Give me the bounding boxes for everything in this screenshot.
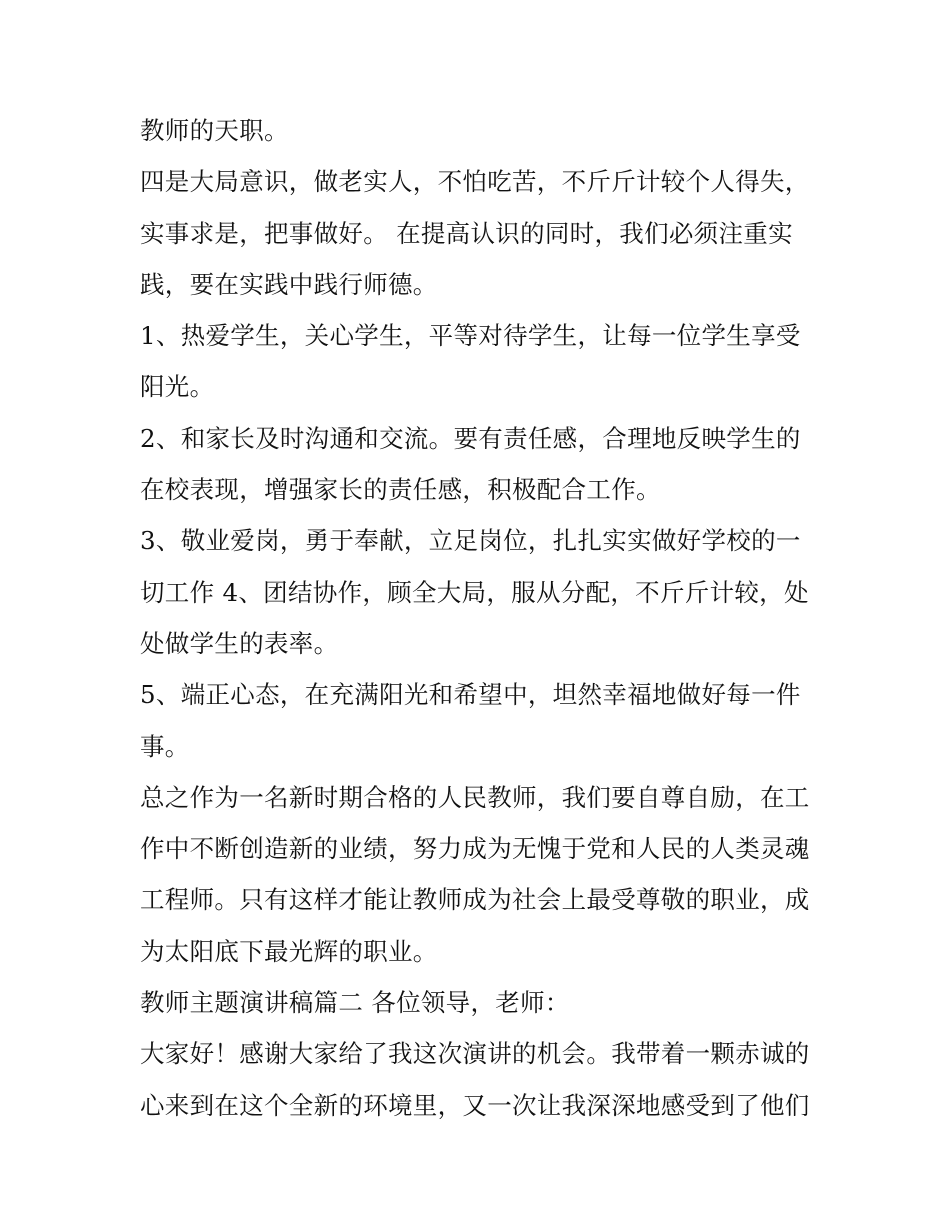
text-line: 作中不断创造新的业绩，努力成为无愧于党和人民的人类灵魂 bbox=[140, 834, 810, 864]
text-line: 总之作为一名新时期合格的人民教师，我们要自尊自励，在工 bbox=[140, 782, 810, 812]
text-line: 1、热爱学生，关心学生，平等对待学生，让每一位学生享受 bbox=[140, 321, 801, 351]
text-line: 事。 bbox=[140, 731, 190, 761]
text-line: 2、和家长及时沟通和交流。要有责任感，合理地反映学生的 bbox=[140, 423, 801, 453]
document-body bbox=[140, 105, 820, 1131]
text-line: 3、敬业爱岗，勇于奉献，立足岗位，扎扎实实做好学校的一 bbox=[140, 526, 801, 556]
text-line: 切工作 4、团结协作，顾全大局，服从分配，不斤斤计较，处 bbox=[140, 577, 809, 607]
text-line: 阳光。 bbox=[140, 372, 215, 402]
text-line: 处做学生的表率。 bbox=[140, 628, 339, 658]
text-line: 四是大局意识，做老实人，不怕吃苦，不斤斤计较个人得失， bbox=[140, 167, 810, 197]
text-line: 教师的天职。 bbox=[140, 116, 289, 145]
text-line: 教师主题演讲稿篇二 各位领导，老师： bbox=[140, 988, 570, 1018]
text-line: 工程师。只有这样才能让教师成为社会上最受尊敬的职业，成 bbox=[140, 885, 810, 915]
text-line: 大家好！感谢大家给了我这次演讲的机会。我带着一颗赤诚的 bbox=[140, 1039, 810, 1069]
text-line: 践，要在实践中践行师德。 bbox=[140, 269, 438, 299]
text-line: 心来到在这个全新的环境里，又一次让我深深地感受到了他们 bbox=[140, 1090, 810, 1120]
text-line: 为太阳底下最光辉的职业。 bbox=[140, 936, 438, 966]
text-line: 实事求是，把事做好。 在提高认识的同时，我们必须注重实 bbox=[140, 218, 793, 248]
text-line: 5、端正心态，在充满阳光和希望中，坦然幸福地做好每一件 bbox=[140, 680, 801, 710]
text-line: 在校表现，增强家长的责任感，积极配合工作。 bbox=[140, 475, 661, 505]
